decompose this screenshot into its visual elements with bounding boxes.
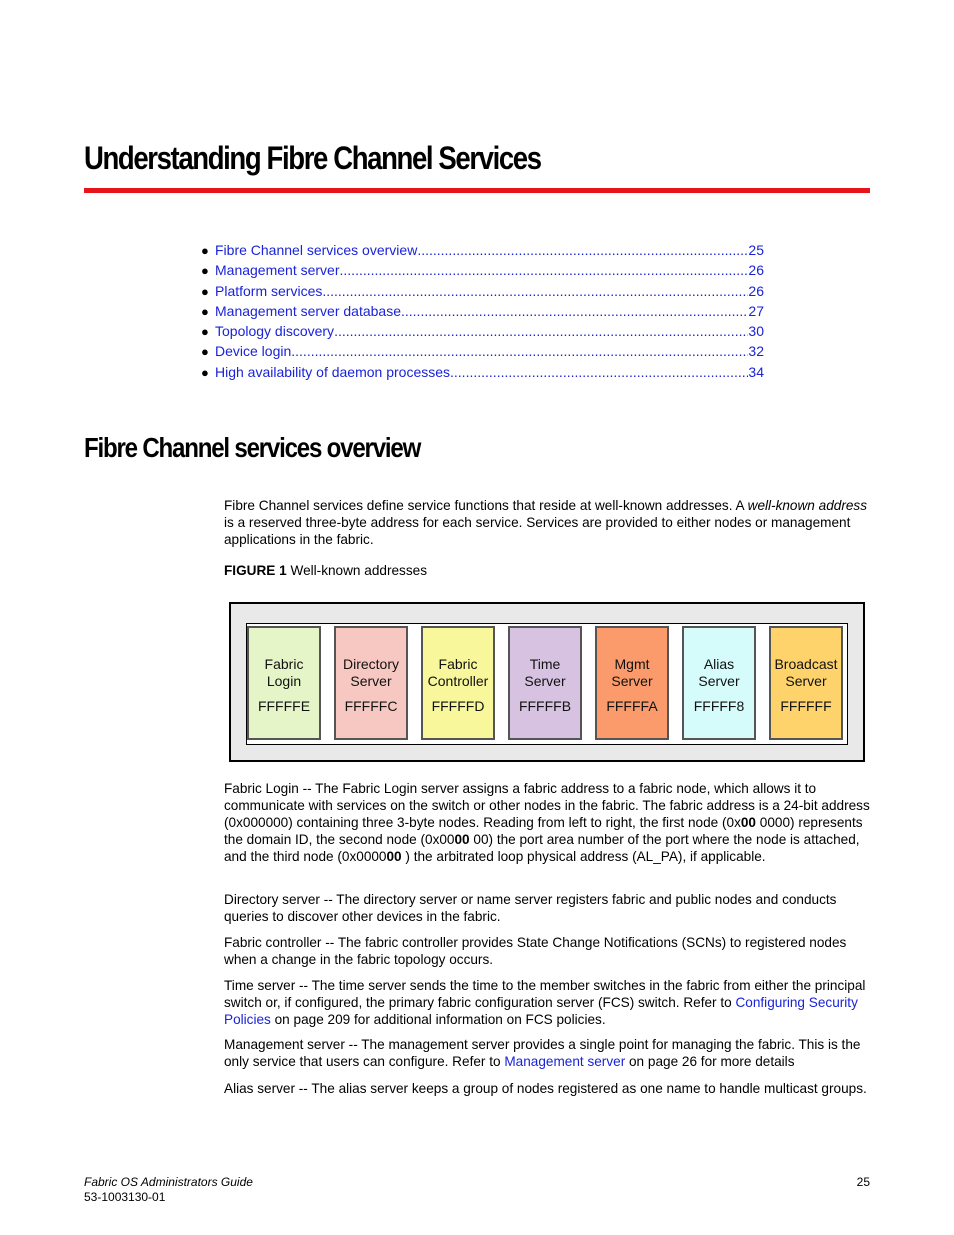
service-name: Broadcast Server [774,656,838,689]
service-box [769,626,843,740]
toc-item[interactable] [201,341,764,361]
toc-link[interactable]: Platform services [215,282,323,299]
toc-link[interactable]: Management server database [215,302,401,319]
figure-caption-text: Well-known addresses [290,563,427,578]
toc-page[interactable]: 26 [748,262,764,279]
service-address: FFFFFD [431,698,485,714]
footer-doc-info [84,1175,253,1205]
service-name: Mgmt Server [611,656,653,689]
management-server-link[interactable]: Management server [504,1054,626,1069]
service-address: FFFFFE [257,698,311,714]
bullet-icon: ● [201,364,209,380]
service-box [247,626,321,740]
term-emphasis: well-known address [747,498,868,513]
service-address: FFFFF8 [693,698,745,714]
fabric-login-description: Fabric Login -- The Fabric Login server assigns a fabric address to a fabric node, which allows it to communicate with services on the switch or other nodes in the fabric. The fabric address is a 24-bit address (0x000000) containing three 3-byte nodes. Reading from left to right, the first node (0x00 0000) represents the domain ID, the second node (0x0000 00) the port area number of the port where the node is attached, and the third node (0x000000 ) the arbitrated loop physical address (AL_PA), if applicable. [224,781,870,864]
figure-label: FIGURE 1 [224,563,287,578]
management-server-description: Management server -- The management server provides a single point for managing the fabric. This is the only service that users can configure. Refer to Management server on page 26 for more details [224,1037,861,1069]
well-known-addresses-figure [229,602,865,762]
service-name: Directory Server [342,656,399,689]
toc-item[interactable] [201,281,764,301]
bullet-icon: ● [201,303,209,319]
chapter-rule [84,188,870,193]
toc-page[interactable]: 34 [748,363,764,380]
bullet-icon: ● [201,283,209,299]
mini-toc [201,240,764,382]
service-name: Alias Server [698,656,740,689]
time-server-description: Time server -- The time server sends the time to the member switches in the fabric from either the principal switch or, if configured, the primary fabric configuration server (FCS) switch. Refer to Configuring Security Policies on page 209 for additional information on FCS policies. [224,978,866,1027]
service-address: FFFFFC [344,698,398,714]
security-policies-link[interactable]: Configuring Security Policies [224,995,858,1027]
service-box [334,626,408,740]
directory-server-description: Directory server -- The directory server or name server registers fabric and public nodes and conducts queries to discover other devices in the fabric. [224,892,837,924]
service-box [595,626,669,740]
service-address: FFFFFA [606,698,658,714]
section-title: Fibre Channel services overview [84,432,421,463]
toc-page[interactable]: 25 [748,242,764,258]
toc-page[interactable]: 27 [748,302,764,319]
bullet-icon: ● [201,263,209,279]
alias-server-description: Alias server -- The alias server keeps a group of nodes registered as one name to handle multicast groups. [224,1081,867,1096]
toc-item[interactable] [201,260,764,280]
footer-doc-number: 53-1003130-01 [84,1190,166,1204]
toc-page[interactable]: 26 [748,282,764,299]
intro-paragraph: Fibre Channel services define service functions that reside at well-known addresses. A well-known address is a reserved three-byte address for each service. Services are provided to either nodes or management applications in the fabric. [224,498,868,547]
toc-link[interactable]: Topology discovery [215,323,335,340]
toc-page[interactable]: 32 [748,343,764,360]
bullet-icon: ● [201,243,209,258]
bullet-icon: ● [201,344,209,360]
fabric-controller-description: Fabric controller -- The fabric controller provides State Change Notifications (SCNs) to registered nodes when a change in the fabric topology occurs. [224,935,847,967]
toc-link[interactable]: Management server [215,262,340,279]
service-address: FFFFFB [518,698,572,714]
service-name: Fabric Controller [427,656,489,689]
bullet-icon: ● [201,324,209,340]
service-name: Fabric Login [264,656,304,689]
toc-item[interactable] [201,301,764,321]
toc-item[interactable] [201,362,764,382]
service-box [682,626,756,740]
service-name: Time Server [524,656,566,689]
toc-page[interactable]: 30 [748,323,764,340]
figure-caption [224,563,427,578]
service-box [508,626,582,740]
service-box [421,626,495,740]
toc-item[interactable] [201,240,764,260]
footer-doc-title: Fabric OS Administrators Guide [84,1175,253,1189]
toc-item[interactable] [201,321,764,341]
toc-link[interactable]: High availability of daemon processes [215,363,451,380]
service-address: FFFFFF [780,698,832,714]
footer-page-number: 25 [856,1175,870,1189]
toc-link[interactable]: Device login [215,343,292,360]
chapter-title: Understanding Fibre Channel Services [84,140,541,176]
toc-link[interactable]: Fibre Channel services overview [215,242,418,258]
